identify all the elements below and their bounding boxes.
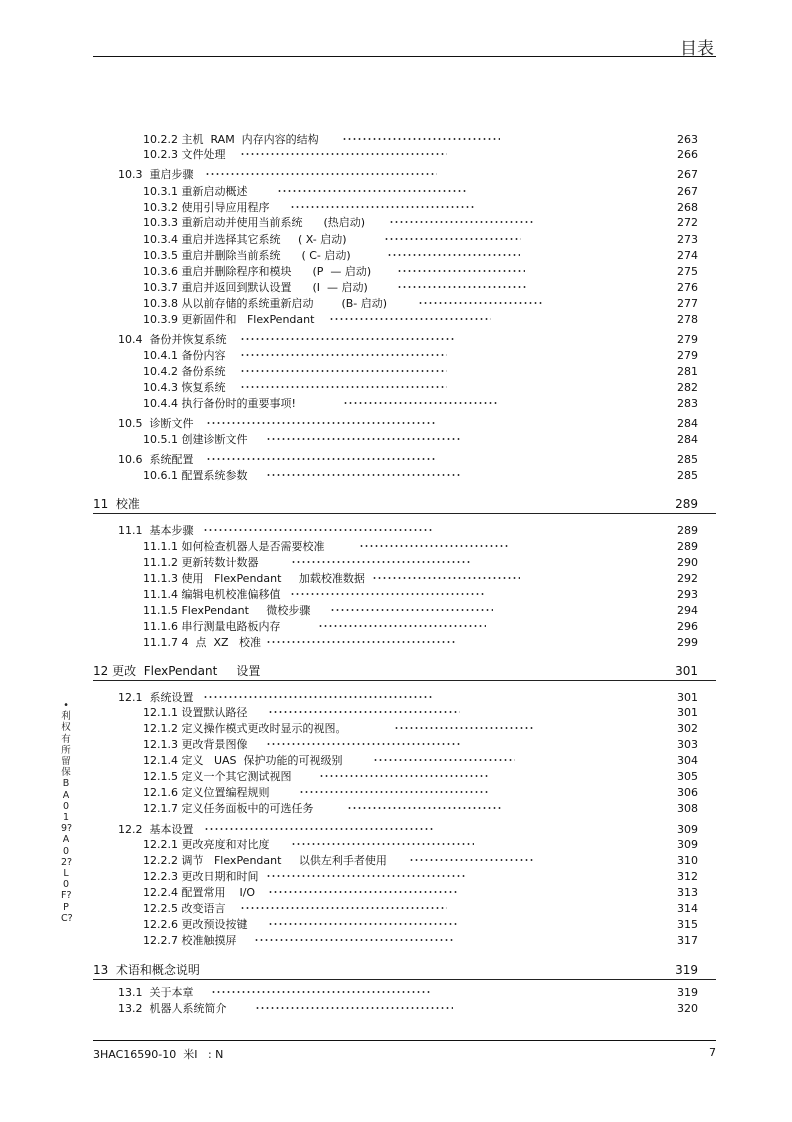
toc-dot-leader (254, 939, 454, 941)
toc-page-number: 276 (677, 281, 698, 294)
toc-dot-leader (394, 727, 534, 729)
toc-entry-title: 10.4.1 备份内容 (143, 349, 226, 362)
toc-dot-leader (343, 402, 499, 404)
toc-dot-leader (206, 458, 437, 460)
toc-entry-title: 10.4.3 恢复系统 (143, 381, 226, 394)
toc-section-entry[interactable] (118, 333, 698, 347)
toc-dot-leader (329, 318, 491, 320)
toc-subsection-entry[interactable] (143, 216, 698, 230)
toc-subsection-entry[interactable] (143, 540, 698, 554)
toc-page-number: 263 (677, 133, 698, 146)
toc-dot-leader (372, 577, 520, 579)
toc-subsection-entry[interactable] (143, 620, 698, 634)
side-copyright-text: •利权有所留保BA019?A02?L0F?PC? (61, 700, 73, 924)
toc-entry-title: 12.2.4 配置常用 I/O (143, 886, 256, 899)
toc-page-number: 309 (677, 823, 698, 836)
toc-page-number: 312 (677, 870, 698, 883)
toc-page-number: 290 (677, 556, 698, 569)
toc-dot-leader (418, 302, 542, 304)
toc-entry-title: 12.1.4 定义 UAS 保护功能的可视级别 (143, 754, 343, 767)
toc-subsection-entry[interactable] (143, 148, 698, 162)
toc-dot-leader (240, 386, 447, 388)
toc-page-number: 304 (677, 754, 698, 767)
chapter-rule (93, 680, 716, 681)
toc-dot-leader (203, 529, 434, 531)
toc-page-number: 275 (677, 265, 698, 278)
toc-entry-title: 12.2.2 调节 FlexPendant 以供左利手者使用 (143, 854, 387, 867)
toc-entry-title: 11.1 基本步骤 (118, 524, 194, 537)
chapter-rule (93, 979, 716, 980)
toc-page-number: 277 (677, 297, 698, 310)
toc-dot-leader (291, 843, 474, 845)
toc-page-number: 266 (677, 148, 698, 161)
toc-entry-title: 10.3.5 重启并删除当前系统 ( C- 启动) (143, 249, 351, 262)
toc-entry-title: 12.2.6 更改预设按键 (143, 918, 248, 931)
toc-subsection-entry[interactable] (143, 636, 698, 650)
toc-page-number: 272 (677, 216, 698, 229)
toc-entry-title: 12.1.6 定义位置编程规则 (143, 786, 270, 799)
toc-subsection-entry[interactable] (143, 433, 698, 447)
toc-dot-leader (205, 173, 437, 175)
toc-page-number: 299 (677, 636, 698, 649)
header-rule (93, 56, 716, 57)
toc-page-number: 267 (677, 168, 698, 181)
toc-entry-title: 12.2.1 更改亮度和对比度 (143, 838, 270, 851)
toc-subsection-entry[interactable] (143, 604, 698, 618)
toc-subsection-entry[interactable] (143, 918, 698, 932)
toc-dot-leader (397, 286, 527, 288)
toc-dot-leader (290, 593, 486, 595)
toc-subsection-entry[interactable] (143, 556, 698, 570)
toc-dot-leader (240, 370, 447, 372)
toc-dot-leader (277, 190, 466, 192)
toc-section-entry[interactable] (118, 168, 698, 182)
toc-dot-leader (206, 422, 437, 424)
toc-subsection-entry[interactable] (143, 281, 698, 295)
toc-subsection-entry[interactable] (143, 738, 698, 752)
toc-page-number: 279 (677, 333, 698, 346)
footer-page-number: 7 (709, 1046, 716, 1059)
toc-dot-leader (409, 859, 534, 861)
toc-section-entry[interactable] (118, 691, 698, 705)
toc-entry-title: 13.2 机器人系统简介 (118, 1002, 227, 1015)
toc-dot-leader (330, 609, 493, 611)
toc-section-entry[interactable] (118, 823, 698, 837)
toc-subsection-entry[interactable] (143, 870, 698, 884)
toc-page-number: 308 (677, 802, 698, 815)
toc-dot-leader (266, 474, 460, 476)
toc-entry-title: 12.2 基本设置 (118, 823, 194, 836)
toc-dot-leader (389, 221, 534, 223)
toc-entry-title: 11.1.1 如何检查机器人是否需要校准 (143, 540, 325, 553)
toc-page-number: 274 (677, 249, 698, 262)
toc-subsection-entry[interactable] (143, 185, 698, 199)
toc-entry-title: 10.5 诊断文件 (118, 417, 194, 430)
toc-subsection-entry[interactable] (143, 572, 698, 586)
footer-doc-id: 3HAC16590-10 米I : N (93, 1048, 224, 1061)
toc-entry-title: 10.3.6 重启并删除程序和模块 (P — 启动) (143, 265, 372, 278)
toc-dot-leader (211, 991, 431, 993)
toc-subsection-entry[interactable] (143, 722, 698, 736)
chapter-rule (93, 513, 716, 514)
toc-dot-leader (347, 807, 502, 809)
toc-section-entry[interactable] (118, 417, 698, 431)
toc-entry-title: 10.6.1 配置系统参数 (143, 469, 248, 482)
toc-subsection-entry[interactable] (143, 770, 698, 784)
toc-dot-leader (384, 238, 521, 240)
toc-subsection-entry[interactable] (143, 249, 698, 263)
toc-entry-title: 11.1.6 串行测量电路板内存 (143, 620, 281, 633)
toc-entry-title: 11.1.2 更新转数计数器 (143, 556, 259, 569)
toc-dot-leader (266, 875, 467, 877)
toc-entry-title: 10.3.2 使用引导应用程序 (143, 201, 270, 214)
toc-entry-title: 13 术语和概念说明 (93, 963, 200, 977)
toc-page-number: 306 (677, 786, 698, 799)
toc-entry-title: 11.1.7 4 点 XZ 校准 (143, 636, 262, 649)
toc-entry-title: 12.2.3 更改日期和时间 (143, 870, 259, 883)
toc-subsection-entry[interactable] (143, 838, 698, 852)
toc-dot-leader (373, 759, 515, 761)
toc-dot-leader (299, 791, 488, 793)
toc-page-number: 268 (677, 201, 698, 214)
toc-page-number: 284 (677, 417, 698, 430)
toc-entry-title: 12.1.2 定义操作模式更改时显示的视图。 (143, 722, 347, 735)
toc-page-number: 292 (677, 572, 698, 585)
toc-dot-leader (359, 545, 510, 547)
toc-chapter-entry[interactable] (93, 497, 698, 511)
toc-subsection-entry[interactable] (143, 754, 698, 768)
toc-page-number: 313 (677, 886, 698, 899)
toc-entry-title: 10.3.4 重启并选择其它系统 ( X- 启动) (143, 233, 347, 246)
toc-subsection-entry[interactable] (143, 397, 698, 411)
toc-page-number: 320 (677, 1002, 698, 1015)
toc-dot-leader (268, 711, 460, 713)
toc-page-number: 315 (677, 918, 698, 931)
toc-page-number: 289 (677, 524, 698, 537)
toc-dot-leader (266, 641, 457, 643)
toc-entry-title: 10.2.2 主机 RAM 内存内容的结构 (143, 133, 319, 146)
toc-page-number: 273 (677, 233, 698, 246)
toc-dot-leader (268, 891, 459, 893)
toc-dot-leader (240, 338, 455, 340)
toc-page-number: 282 (677, 381, 698, 394)
toc-subsection-entry[interactable] (143, 588, 698, 602)
toc-subsection-entry[interactable] (143, 854, 698, 868)
toc-entry-title: 13.1 关于本章 (118, 986, 194, 999)
toc-page-number: 296 (677, 620, 698, 633)
toc-entry-title: 10.4.4 执行备份时的重要事项! (143, 397, 296, 410)
toc-entry-title: 12.1.7 定义任务面板中的可选任务 (143, 802, 314, 815)
toc-subsection-entry[interactable] (143, 233, 698, 247)
toc-dot-leader (319, 775, 488, 777)
toc-entry-title: 10.3.7 重启并返回到默认设置 (I — 启动) (143, 281, 368, 294)
toc-dot-leader (255, 1007, 453, 1009)
toc-subsection-entry[interactable] (143, 365, 698, 379)
toc-dot-leader (342, 138, 500, 140)
toc-page-number: 314 (677, 902, 698, 915)
toc-subsection-entry[interactable] (143, 934, 698, 948)
toc-page-number: 281 (677, 365, 698, 378)
toc-entry-title: 10.2.3 文件处理 (143, 148, 226, 161)
toc-page-number: 278 (677, 313, 698, 326)
toc-entry-title: 11.1.4 编辑电机校准偏移值 (143, 588, 281, 601)
toc-subsection-entry[interactable] (143, 786, 698, 800)
toc-section-entry[interactable] (118, 453, 698, 467)
toc-chapter-entry[interactable] (93, 664, 698, 678)
toc-dot-leader (240, 354, 447, 356)
toc-dot-leader (397, 270, 525, 272)
toc-subsection-entry[interactable] (143, 349, 698, 363)
toc-section-entry[interactable] (118, 524, 698, 538)
toc-entry-title: 12.2.5 改变语言 (143, 902, 226, 915)
toc-subsection-entry[interactable] (143, 313, 698, 327)
toc-page-number: 285 (677, 469, 698, 482)
toc-entry-title: 12 更改 FlexPendant 设置 (93, 664, 261, 678)
toc-entry-title: 10.4.2 备份系统 (143, 365, 226, 378)
toc-page-number: 293 (677, 588, 698, 601)
toc-dot-leader (290, 206, 474, 208)
toc-dot-leader (203, 696, 434, 698)
toc-entry-title: 12.1.3 更改背景图像 (143, 738, 248, 751)
toc-subsection-entry[interactable] (143, 133, 698, 147)
toc-page-number: 289 (677, 540, 698, 553)
toc-page-number: 305 (677, 770, 698, 783)
toc-page-number: 317 (677, 934, 698, 947)
footer-rule (93, 1040, 716, 1041)
toc-subsection-entry[interactable] (143, 265, 698, 279)
toc-entry-title: 11.1.5 FlexPendant 微校步骤 (143, 604, 311, 617)
toc-page-number: 301 (675, 664, 698, 678)
toc-dot-leader (204, 828, 434, 830)
toc-entry-title: 10.3.1 重新启动概述 (143, 185, 248, 198)
toc-page-number: 301 (677, 691, 698, 704)
toc-subsection-entry[interactable] (143, 802, 698, 816)
toc-subsection-entry[interactable] (143, 902, 698, 916)
toc-dot-leader (318, 625, 486, 627)
toc-entry-title: 10.3 重启步骤 (118, 168, 194, 181)
toc-dot-leader (240, 153, 447, 155)
toc-entry-title: 10.6 系统配置 (118, 453, 194, 466)
toc-page-number: 289 (675, 497, 698, 511)
toc-page-number: 301 (677, 706, 698, 719)
toc-page-number: 267 (677, 185, 698, 198)
toc-subsection-entry[interactable] (143, 201, 698, 215)
toc-section-entry[interactable] (118, 1002, 698, 1016)
toc-page-number: 284 (677, 433, 698, 446)
toc-dot-leader (268, 923, 459, 925)
toc-subsection-entry[interactable] (143, 469, 698, 483)
toc-page-number: 279 (677, 349, 698, 362)
header-title: 目表 (680, 39, 714, 59)
toc-page-number: 302 (677, 722, 698, 735)
toc-page-number: 303 (677, 738, 698, 751)
toc-page-number: 319 (677, 986, 698, 999)
toc-subsection-entry[interactable] (143, 886, 698, 900)
toc-entry-title: 10.3.3 重新启动并使用当前系统 (热启动) (143, 216, 366, 229)
toc-chapter-entry[interactable] (93, 963, 698, 977)
toc-entry-title: 10.4 备份并恢复系统 (118, 333, 227, 346)
toc-section-entry[interactable] (118, 986, 698, 1000)
toc-page-number: 294 (677, 604, 698, 617)
toc-page-number: 319 (675, 963, 698, 977)
toc-entry-title: 10.3.8 从以前存储的系统重新启动 (B- 启动) (143, 297, 388, 310)
toc-dot-leader (266, 438, 460, 440)
toc-subsection-entry[interactable] (143, 381, 698, 395)
toc-page-number: 310 (677, 854, 698, 867)
toc-dot-leader (291, 561, 472, 563)
toc-entry-title: 12.1.1 设置默认路径 (143, 706, 248, 719)
toc-entry-title: 11.1.3 使用 FlexPendant 加载校准数据 (143, 572, 365, 585)
toc-subsection-entry[interactable] (143, 706, 698, 720)
toc-page-number: 309 (677, 838, 698, 851)
toc-subsection-entry[interactable] (143, 297, 698, 311)
toc-dot-leader (266, 743, 460, 745)
toc-entry-title: 10.3.9 更新固件和 FlexPendant (143, 313, 315, 326)
toc-entry-title: 12.1.5 定义一个其它测试视图 (143, 770, 292, 783)
toc-dot-leader (240, 907, 447, 909)
toc-entry-title: 10.5.1 创建诊断文件 (143, 433, 248, 446)
toc-dot-leader (387, 254, 520, 256)
toc-page-number: 283 (677, 397, 698, 410)
toc-entry-title: 11 校准 (93, 497, 140, 511)
toc-page-number: 285 (677, 453, 698, 466)
toc-entry-title: 12.1 系统设置 (118, 691, 194, 704)
toc-entry-title: 12.2.7 校准触摸屏 (143, 934, 237, 947)
